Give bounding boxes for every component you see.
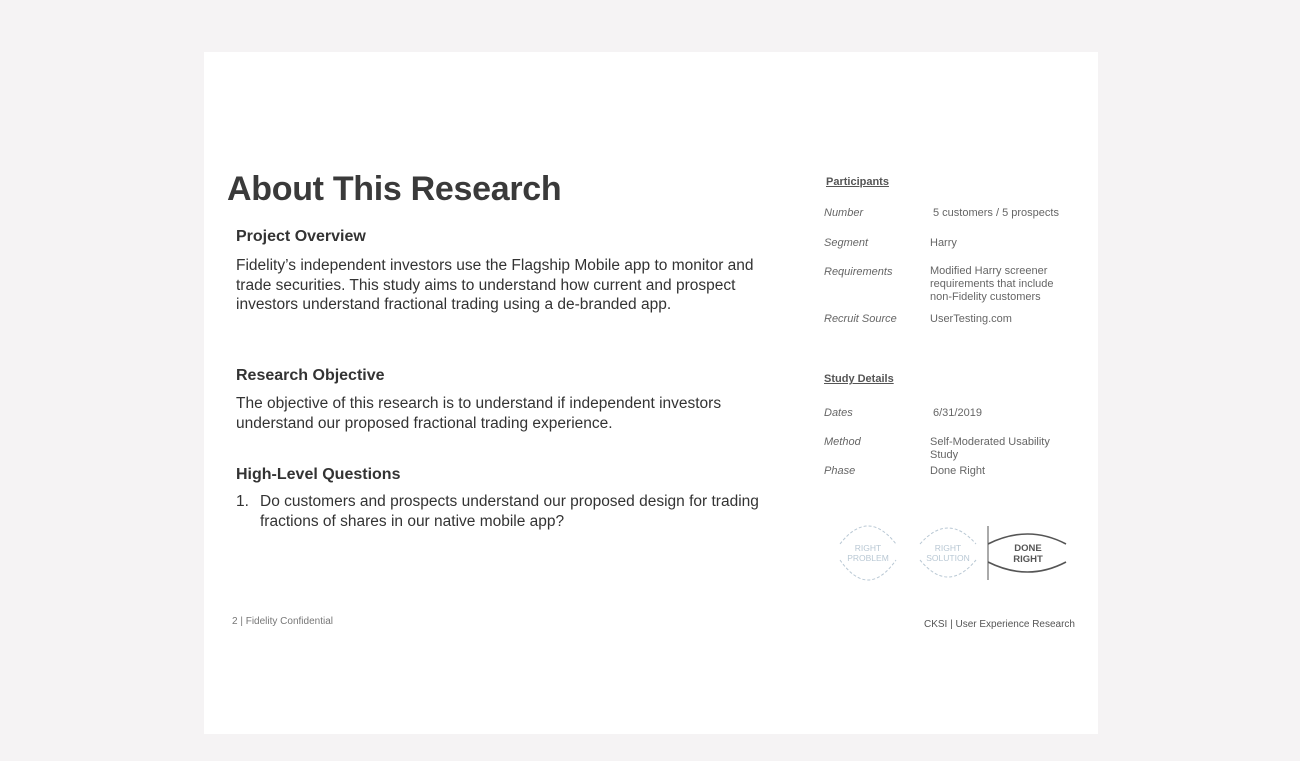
study-label-dates: Dates	[824, 407, 853, 419]
participants-value-segment: Harry	[930, 237, 957, 249]
page-title: About This Research	[227, 170, 562, 208]
phase-right-problem	[840, 526, 896, 580]
question-item	[236, 492, 776, 531]
questions-list	[236, 492, 776, 531]
question-text: Do customers and prospects understand our proposed design for trading fractions of shares in our native mobile app?	[260, 493, 759, 530]
participants-heading: Participants	[826, 176, 889, 188]
footer-confidential: 2 | Fidelity Confidential	[232, 616, 333, 627]
participants-label-number: Number	[824, 207, 864, 219]
study-value-dates: 6/31/2019	[933, 407, 982, 419]
slide	[204, 52, 1098, 734]
phase-right-solution-line1: RIGHT	[934, 543, 962, 553]
phase-right-solution	[920, 528, 976, 577]
study-value-phase: Done Right	[930, 465, 986, 477]
study-label-method: Method	[824, 436, 861, 448]
research-objective-heading: Research Objective	[236, 367, 385, 384]
phase-right-problem-line1: RIGHT	[854, 543, 882, 553]
research-objective-body: The objective of this research is to understand if independent investors understand our proposed fractional trading experience.	[236, 395, 722, 432]
participants-label-segment: Segment	[824, 237, 869, 249]
phase-done-right-line1: DONE	[1014, 543, 1042, 554]
participants-value-requirements: Modified Harry screener requirements that include non-Fidelity customers	[930, 265, 1054, 303]
footer-department: CKSI | User Experience Research	[924, 619, 1075, 630]
participants-label-requirements: Requirements	[824, 266, 893, 278]
participants-label-recruit-source: Recruit Source	[824, 313, 897, 325]
phase-right-problem-line2: PROBLEM	[847, 553, 889, 563]
study-details-heading: Study Details	[824, 373, 894, 385]
phase-right-solution-line2: SOLUTION	[926, 553, 970, 563]
phase-diagram-svg	[836, 514, 1096, 592]
project-overview-heading: Project Overview	[236, 228, 366, 245]
project-overview-body: Fidelity’s independent investors use the Flagship Mobile app to monitor and trade securities. This study aims to understand how current and prospect investors understand fractional trading using a de-branded app.	[236, 257, 754, 313]
study-label-phase: Phase	[824, 465, 856, 477]
participants-value-number: 5 customers / 5 prospects	[933, 207, 1059, 219]
participants-value-recruit-source: UserTesting.com	[930, 313, 1012, 325]
phase-diagram	[836, 514, 1096, 592]
high-level-questions-heading: High-Level Questions	[236, 466, 401, 483]
phase-done-right-line2: RIGHT	[1013, 554, 1043, 565]
phase-done-right	[988, 526, 1066, 580]
study-value-method: Self-Moderated Usability Study	[930, 436, 1050, 461]
question-number: 1.	[236, 493, 249, 510]
